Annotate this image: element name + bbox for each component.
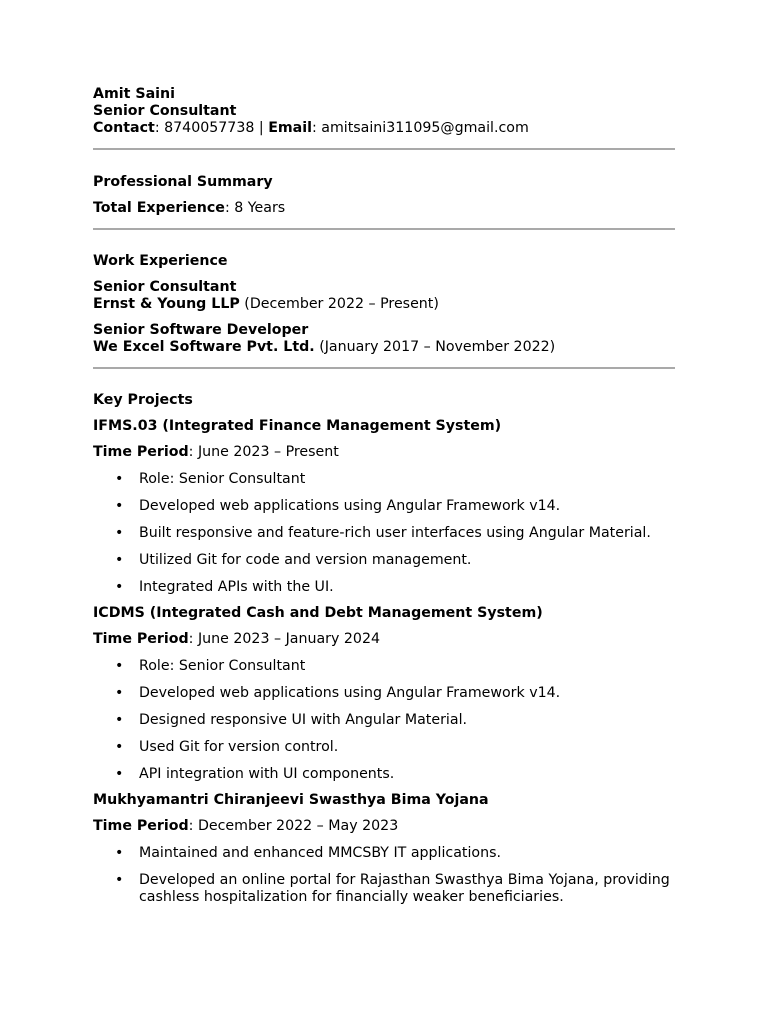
divider-2 — [93, 228, 675, 230]
candidate-name: Amit Saini — [93, 86, 175, 102]
job-company-line — [93, 296, 675, 313]
bullet-item: • API integration with UI components. — [93, 766, 675, 783]
work-heading: Work Experience — [93, 253, 228, 269]
bullet-item: • Role: Senior Consultant — [93, 658, 675, 675]
time-period-label: Time Period — [93, 444, 189, 460]
total-experience: Total Experience: 8 Years — [93, 200, 286, 216]
resume-page — [93, 86, 675, 906]
contact-line: Contact: 8740057738 | Email: amitsaini311095@gmail.com — [93, 120, 529, 136]
bullet-item: • Developed web applications using Angular Framework v14. — [93, 685, 675, 702]
project-title: ICDMS (Integrated Cash and Debt Management System) — [93, 605, 543, 621]
bullet-item: • Built responsive and feature-rich user interfaces using Angular Material. — [93, 525, 675, 542]
email-address: amitsaini311095@gmail.com — [321, 120, 529, 136]
phone-number: 8740057738 — [164, 120, 255, 136]
bullet-item: • Used Git for version control. — [93, 739, 675, 756]
experience-value: 8 Years — [234, 200, 286, 216]
bullet-item: • Developed web applications using Angular Framework v14. — [93, 498, 675, 515]
divider-3 — [93, 367, 675, 369]
bullet-item: • Role: Senior Consultant — [93, 471, 675, 488]
email-label: Email — [268, 120, 312, 136]
project-bullets — [93, 471, 675, 596]
job-period: (December 2022 – Present) — [244, 296, 439, 312]
job-role: Senior Software Developer — [93, 322, 309, 338]
experience-label: Total Experience — [93, 200, 225, 216]
project-period: June 2023 – Present — [197, 444, 339, 460]
job-period: (January 2017 – November 2022) — [319, 339, 556, 355]
contact-separator: | — [258, 120, 264, 136]
divider-1 — [93, 148, 675, 150]
job-role: Senior Consultant — [93, 279, 237, 295]
project-title: Mukhyamantri Chiranjeevi Swasthya Bima Yojana — [93, 792, 489, 808]
projects-heading: Key Projects — [93, 392, 193, 408]
project-time-period: Time Period: June 2023 – Present — [93, 444, 339, 460]
job-company: We Excel Software Pvt. Ltd. — [93, 339, 315, 355]
project-bullets — [93, 658, 675, 783]
bullet-item: • Integrated APIs with the UI. — [93, 579, 675, 596]
job-company-line — [93, 339, 675, 356]
time-period-label: Time Period — [93, 631, 189, 647]
project-period: December 2022 – May 2023 — [197, 818, 399, 834]
job-company: Ernst & Young LLP — [93, 296, 240, 312]
project-time-period: Time Period: June 2023 – January 2024 — [93, 631, 380, 647]
bullet-item: • Utilized Git for code and version management. — [93, 552, 675, 569]
bullet-item: • Developed an online portal for Rajasthan Swasthya Bima Yojana, providing cashless hospitalization for financially weaker beneficiaries. — [93, 872, 675, 906]
time-period-label: Time Period — [93, 818, 189, 834]
project-bullets — [93, 845, 675, 906]
summary-heading: Professional Summary — [93, 174, 273, 190]
project-title: IFMS.03 (Integrated Finance Management System) — [93, 418, 502, 434]
project-period: June 2023 – January 2024 — [197, 631, 380, 647]
contact-label: Contact — [93, 120, 155, 136]
candidate-title: Senior Consultant — [93, 103, 237, 119]
bullet-item: • Designed responsive UI with Angular Material. — [93, 712, 675, 729]
project-time-period: Time Period: December 2022 – May 2023 — [93, 818, 399, 834]
bullet-item: • Maintained and enhanced MMCSBY IT applications. — [93, 845, 675, 862]
